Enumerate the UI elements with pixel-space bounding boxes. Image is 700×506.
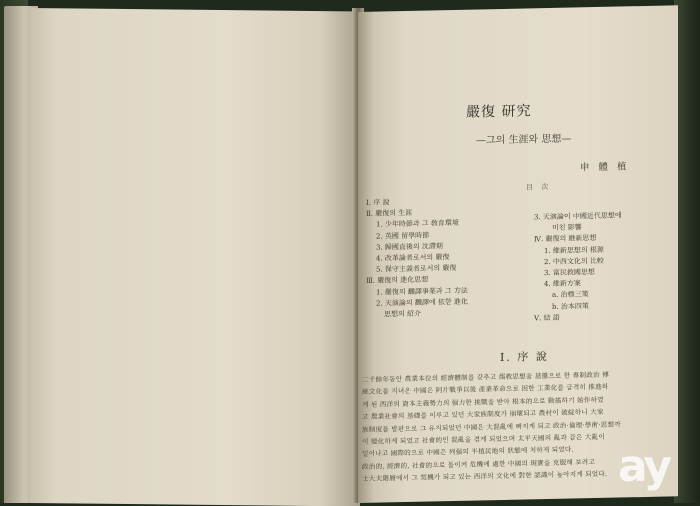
toc-item: a. 治標三策 (552, 290, 589, 300)
toc-left-column (366, 196, 468, 321)
toc-item: 2. 中西文化의 比較 (544, 256, 604, 266)
toc-item: Ⅱ. 嚴復의 生涯 (366, 209, 413, 219)
article-title: 嚴復 研究 (466, 103, 532, 121)
body-line: 士大夫階層에서 그 契機가 되고 있는 西洋의 文化에 對한 認識이 높아지게 되었다. (362, 470, 608, 484)
section-heading: Ⅰ. 序 說 (500, 350, 549, 365)
toc-item: b. 治本四策 (552, 301, 589, 311)
body-line: 二千餘年동안 農業本位의 經濟體制를 갖추고 儒敎思想을 基盤으로 한 專制政治 傳 (362, 370, 609, 384)
toc-item: 3. 天演論이 中國近代思想에 (534, 211, 622, 222)
toc-item: 3. 歸國直後의 沈滯期 (376, 242, 443, 252)
toc-item: 思想의 紹介 (384, 309, 421, 319)
toc-item: Ⅰ. 序 說 (366, 198, 390, 207)
body-line: 族制度를 발판으로 그 유지되었던 中國은 大混亂에 빠지게 되고 政治·倫理·學術·思想까 (362, 420, 621, 434)
toc-item: 5. 保守主義者로서의 嚴復 (376, 264, 457, 274)
toc-item: Ⅳ. 嚴復의 維新思想 (534, 234, 597, 244)
body-line: 고 農業社會의 基礎를 이루고 있던 大家族制度가 崩壞되고 農村이 破綻하니 大家 (362, 408, 604, 422)
toc-heading: 目 次 (526, 182, 552, 192)
toc-item: Ⅲ. 嚴復의 進化思想 (366, 275, 429, 286)
toc-item: 2. 天演論의 飜譯에 依한 進化 (376, 297, 468, 308)
article-subtitle: —그의 生涯와 思想— (476, 133, 572, 147)
toc-item: 3. 富民救國思想 (544, 268, 595, 278)
right-page (358, 5, 678, 503)
toc-item: 미친 影響 (552, 223, 582, 233)
watermark-logo: ay (618, 441, 670, 492)
toc-item: 4. 維新方案 (544, 279, 581, 289)
body-line: 政治的, 經濟的, 社會的으로 돌이켜 危機에 處한 中國의 現實을 克服해 보려고 (362, 457, 595, 471)
toc-item: 2. 英國 留學時節 (376, 231, 430, 241)
toc-right-column (534, 210, 622, 324)
body-line: 統文化를 지녀온 中國은 阿片戰爭以後 產業革命으로 因한 工業化를 급격히 推進하 (362, 383, 609, 397)
body-line: 일어나고 國際的으로 中國은 列强의 半植民地의 狀態에 처하게 되었다. (362, 445, 574, 459)
left-page-blank (30, 8, 360, 506)
body-line: 게 된 西洋의 資本主義勢力의 强力한 挑戰을 받아 根本的으로 動搖하기 始作하였 (362, 395, 604, 409)
toc-item: 4. 改革論者로서의 嚴復 (376, 253, 450, 263)
toc-item: 1. 嚴復의 飜譯事業과 그 方法 (376, 286, 468, 297)
toc-item: 1. 維新思想의 根源 (544, 245, 604, 255)
toc-item: Ⅴ. 結 語 (534, 313, 560, 323)
article-author: 申 體 植 (580, 161, 630, 174)
body-line: 이 變化하게 되었고 社會的인 混亂을 겪게 되었으며 太平天國의 亂과 같은 大亂이 (362, 432, 605, 446)
toc-item: 1. 少年時節과 그 敎育環境 (376, 219, 459, 230)
